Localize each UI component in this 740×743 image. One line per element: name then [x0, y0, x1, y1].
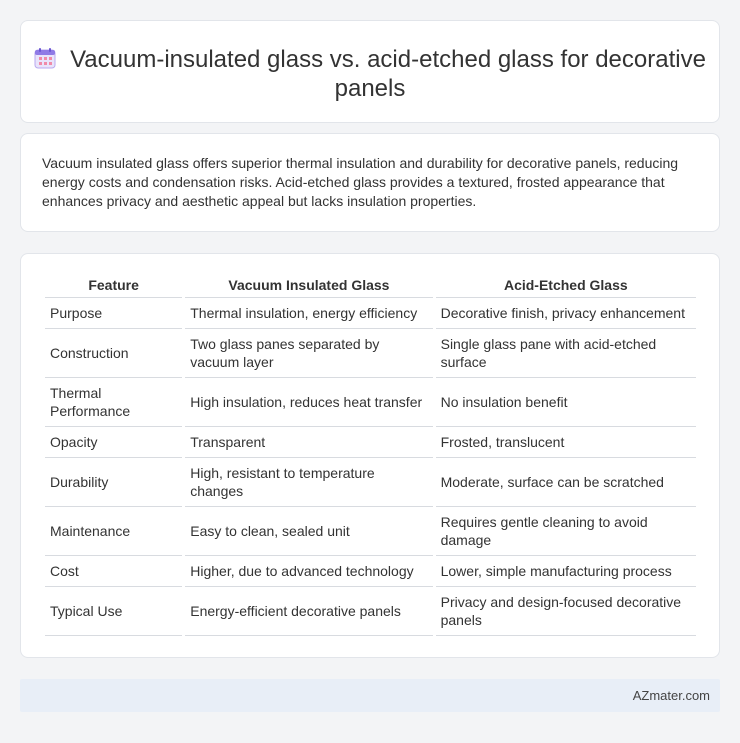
table-row [45, 556, 696, 587]
vacuum-cell: Thermal insulation, energy efficiency [185, 298, 432, 329]
feature-cell: Thermal Performance [45, 378, 182, 427]
table-row [45, 298, 696, 329]
table-row [45, 458, 696, 507]
page-title-wrap [21, 45, 719, 103]
footer-site-name: AZmater.com [632, 688, 710, 703]
vacuum-cell: Transparent [185, 427, 432, 458]
table-row [45, 507, 696, 556]
header-vacuum-insulated-glass: Vacuum Insulated Glass [185, 274, 432, 298]
table-row [45, 378, 696, 427]
vacuum-cell: Higher, due to advanced technology [185, 556, 432, 587]
table-row [45, 427, 696, 458]
summary-text: Vacuum insulated glass offers superior thermal insulation and durability for decorative panels, reducing energy costs and condensation risks. Acid-etched glass provides a textured, frosted appearance that enhances privacy and aesthetic appeal but lacks insulation properties. [42, 155, 679, 209]
calendar-icon [34, 47, 56, 69]
footer-bar [20, 679, 720, 712]
acid-etched-cell: Moderate, surface can be scratched [436, 458, 696, 507]
acid-etched-cell: Privacy and design-focused decorative panels [436, 587, 696, 636]
feature-cell: Typical Use [45, 587, 182, 636]
acid-etched-cell: Single glass pane with acid-etched surface [436, 329, 696, 378]
table-row [45, 587, 696, 636]
table-row [45, 329, 696, 378]
feature-cell: Cost [45, 556, 182, 587]
vacuum-cell: Easy to clean, sealed unit [185, 507, 432, 556]
acid-etched-cell: No insulation benefit [436, 378, 696, 427]
title-card [20, 20, 720, 123]
feature-cell: Maintenance [45, 507, 182, 556]
feature-cell: Opacity [45, 427, 182, 458]
vacuum-cell: Two glass panes separated by vacuum layer [185, 329, 432, 378]
acid-etched-cell: Lower, simple manufacturing process [436, 556, 696, 587]
feature-cell: Construction [45, 329, 182, 378]
vacuum-cell: High insulation, reduces heat transfer [185, 378, 432, 427]
page-title: Vacuum-insulated glass vs. acid-etched glass for decorative panels [70, 46, 706, 102]
vacuum-cell: High, resistant to temperature changes [185, 458, 432, 507]
comparison-table [42, 274, 699, 636]
feature-cell: Purpose [45, 298, 182, 329]
acid-etched-cell: Decorative finish, privacy enhancement [436, 298, 696, 329]
acid-etched-cell: Frosted, translucent [436, 427, 696, 458]
table-header-row [45, 274, 696, 298]
comparison-table-card [20, 253, 720, 658]
feature-cell: Durability [45, 458, 182, 507]
header-acid-etched-glass: Acid-Etched Glass [436, 274, 696, 298]
acid-etched-cell: Requires gentle cleaning to avoid damage [436, 507, 696, 556]
header-feature: Feature [45, 274, 182, 298]
vacuum-cell: Energy-efficient decorative panels [185, 587, 432, 636]
summary-card [20, 133, 720, 232]
